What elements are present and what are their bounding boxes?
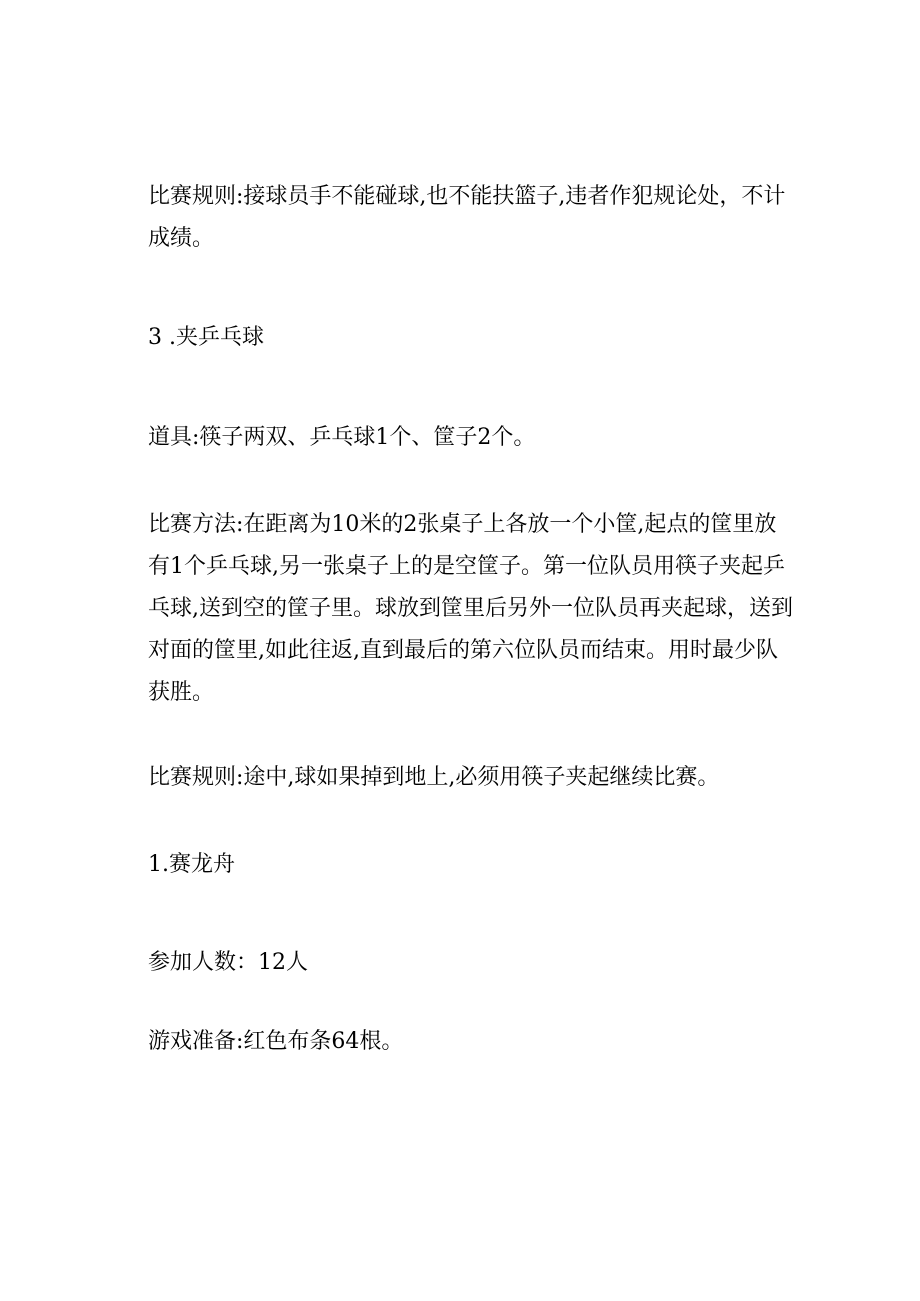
rules-paragraph-2 [0,757,796,799]
props-paragraph [0,417,796,459]
heading-text: 3 .夹乒乓球 [148,325,264,350]
heading-text: 1.赛龙舟 [148,852,235,877]
participants-paragraph [0,942,796,984]
method-paragraph [0,504,796,714]
paragraph-text: 比赛规则:接球员手不能碰球,也不能扶篮子,违者作犯规论处，不计成绩。 [148,184,786,251]
paragraph-text: 比赛方法:在距离为10米的2张桌子上各放一个小筐,起点的筐里放有1个乒乓球,另一张桌子上的是空筐子。第一位队员用筷子夹起乒乓球,送到空的筐子里。球放到筐里后另外一位队员再夹起球，送到对面的筐里,如此往返,直到最后的第六位队员而结束。用时最少队获胜。 [148,512,793,705]
paragraph-text: 道具:筷子两双、乒乓球1个、筐子2个。 [148,425,536,450]
rules-paragraph-1 [0,176,796,260]
paragraph-text: 游戏准备:红色布条64根。 [148,1029,404,1054]
preparation-paragraph [0,1021,796,1063]
section-heading-dragon-boat [0,844,796,886]
paragraph-text: 比赛规则:途中,球如果掉到地上,必须用筷子夹起继续比赛。 [148,765,720,790]
section-heading-ping-pong [0,317,796,359]
paragraph-text: 参加人数：12人 [148,950,308,975]
